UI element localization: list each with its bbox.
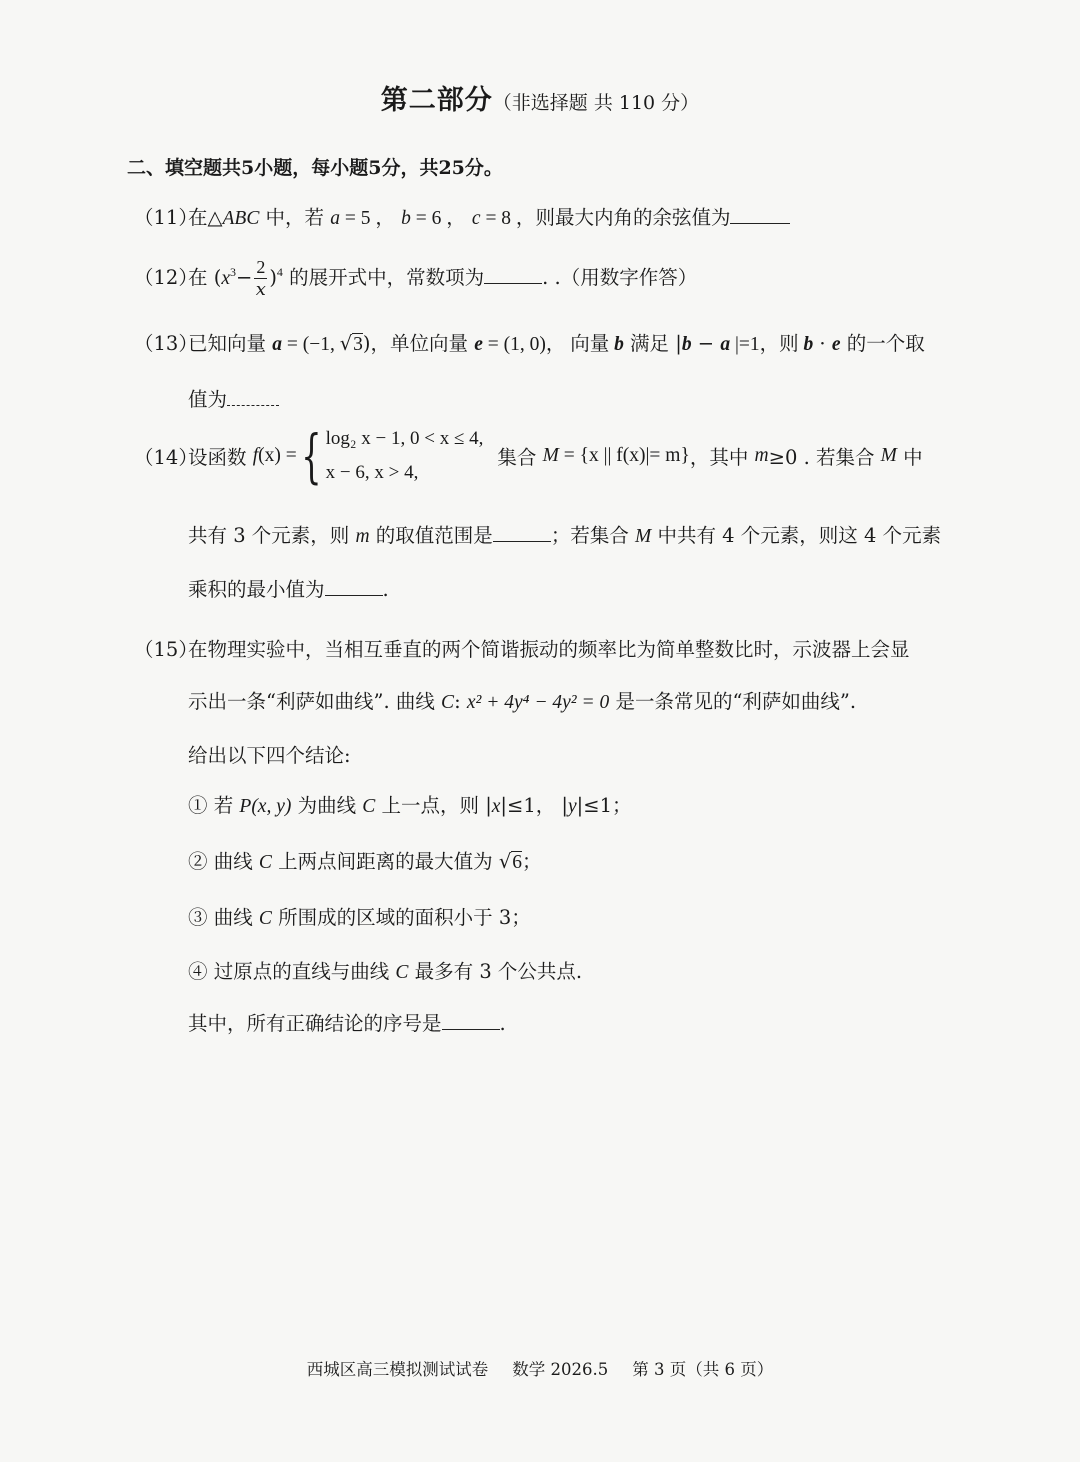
c4-text-b: 最多有 3 个公共点. [408, 960, 583, 983]
sqrt-icon: √ [498, 850, 512, 873]
conclusion-3 [188, 902, 531, 930]
c1-C: C [362, 796, 376, 817]
q14-line3-b: . [382, 578, 389, 601]
q14-m: m [754, 445, 769, 466]
sqrt-icon: √ [339, 332, 353, 355]
conclusion-2 [188, 846, 542, 874]
question-15-line-2 [188, 686, 856, 714]
q11-var-a: a [330, 208, 340, 229]
q13-text-1: 已知向量 [188, 332, 273, 355]
q12-paren: ) [269, 266, 277, 289]
question-13 [134, 328, 925, 356]
c1-text-c: 上一点，则 | [375, 794, 492, 817]
q13-vec-a: a [272, 334, 282, 355]
frac-denominator: x [255, 279, 266, 300]
q12-var-x: x [221, 268, 230, 289]
q13-dot: · [813, 332, 832, 355]
q15-colon: : [454, 690, 467, 713]
q12-fraction [254, 256, 267, 301]
q15-equation: x² + 4y⁴ − 4y² = 0 [466, 692, 610, 713]
section-heading: 二、填空题共5小题，每小题5分，共25分。 [127, 157, 503, 179]
question-15-final [188, 1008, 506, 1036]
c2-C: C [258, 852, 272, 873]
q14-line2-a: 共有 3 个元素，则 [188, 524, 356, 547]
part-title-sub: （非选择题 共 110 分） [492, 92, 700, 114]
q14-set: = {x || f(x)|= m} [558, 445, 690, 466]
c1-y: y [568, 796, 577, 817]
c3-text-a: ③ 曲线 [188, 906, 259, 929]
q14-case-1: log₂ x − 1, 0 < x ≤ 4, [325, 428, 484, 449]
q11-text-3: 则最大内角的余弦值为 [535, 206, 731, 229]
c1-x: x [491, 796, 501, 817]
q13-sqrt-arg: 3 [353, 334, 363, 355]
answer-blank[interactable] [730, 207, 790, 224]
q11-triangle-name: ABC [222, 208, 260, 229]
answer-blank[interactable] [442, 1013, 500, 1030]
c1-text-e: |≤1； [576, 794, 632, 817]
question-12 [134, 256, 697, 301]
q14-text-5: 中 [896, 446, 923, 469]
question-14-line-2 [188, 520, 941, 548]
c2-text-a: ② 曲线 [188, 850, 259, 873]
q14-line2-b: 的取值范围是 [369, 524, 493, 547]
q13-vec-a2: a [720, 334, 731, 355]
c4-text-a: ④ 过原点的直线与曲线 [188, 960, 396, 983]
question-14 [134, 422, 923, 490]
question-number: （15） [134, 638, 198, 661]
q13-vec-b3: b [803, 334, 814, 355]
c2-sqrt-arg: 6 [512, 852, 523, 873]
q13-minus: − [691, 332, 721, 355]
question-number: （11） [134, 206, 198, 229]
q11-text-2: 中，若 [259, 206, 331, 229]
footer-page-number: 第 3 页（共 6 页） [632, 1360, 774, 1379]
q14-text-2: 集合 [497, 446, 543, 469]
question-15 [134, 634, 910, 662]
question-number: （13） [134, 332, 198, 355]
q15-final-period: . [499, 1012, 506, 1035]
part-title-main: 第二部分 [380, 85, 493, 116]
q13-text-4: |=1，则 [730, 334, 804, 355]
q14-case-2: x − 6, x > 4, [325, 462, 419, 483]
frac-numerator: 2 [256, 257, 266, 277]
q11-var-c: c [471, 208, 481, 229]
conclusion-4 [188, 956, 582, 984]
c2-text-c: ； [522, 850, 542, 873]
q11-eq-c: = 8 ， [480, 208, 536, 229]
q13-line2-text: 值为 [188, 388, 228, 411]
q11-var-b: b [401, 208, 411, 229]
part-title [0, 78, 1080, 117]
answer-blank[interactable] [227, 389, 279, 406]
q11-eq-b: = 6 ， [410, 208, 466, 229]
q12-exp-3: 3 [229, 265, 236, 279]
answer-blank[interactable] [325, 579, 383, 596]
answer-blank[interactable] [493, 525, 551, 542]
left-brace-icon: { [301, 422, 322, 490]
question-13-line-2 [188, 384, 279, 412]
q14-line2-M: M [635, 526, 652, 547]
q11-text-1: 在△ [188, 206, 223, 229]
c3-C: C [258, 908, 272, 929]
q15-C: C [441, 692, 455, 713]
q11-eq-a: = 5 ， [340, 208, 395, 229]
q14-M: M [542, 445, 559, 466]
q14-line2-m: m [355, 526, 370, 547]
c1-text-a: ① 若 [188, 794, 240, 817]
q14-text-4: ≥0 . 若集合 [768, 446, 881, 469]
q15-line-1: 在物理实验中，当相互垂直的两个简谐振动的频率比为简单整数比时，示波器上会显 [188, 638, 910, 661]
c3-text-b: 所围成的区域的面积小于 3； [271, 906, 531, 929]
c1-text-d: |≤1， | [500, 794, 569, 817]
c1-text-b: 为曲线 [291, 794, 363, 817]
q12-text-1: 在 ( [188, 266, 222, 289]
q15-line2-a: 示出一条“利萨如曲线”. 曲线 [188, 690, 442, 713]
answer-blank[interactable] [484, 267, 542, 284]
q12-minus: − [235, 266, 253, 289]
q13-eq-2: = (1, 0)， 向量 [482, 334, 615, 355]
q14-line3-a: 乘积的最小值为 [188, 578, 325, 601]
question-15-line-3: 给出以下四个结论: [188, 744, 351, 767]
q13-text-2: )，单位向量 [362, 332, 475, 355]
q13-text-5: 的一个取 [840, 332, 925, 355]
footer-subject: 数学 2026.5 [512, 1360, 609, 1379]
c1-point: P(x, y) [239, 796, 292, 817]
question-14-line-3 [188, 574, 389, 602]
question-number: （12） [134, 266, 198, 289]
q14-M2: M [880, 445, 897, 466]
footer-school: 西城区高三模拟测试试卷 [306, 1360, 489, 1379]
q12-exp-4: 4 [276, 265, 283, 279]
q14-piecewise [326, 422, 484, 490]
q13-vec-e2: e [831, 334, 841, 355]
q14-text-3: ，其中 [689, 446, 755, 469]
q13-vec-b2: b [681, 334, 692, 355]
page-footer [0, 1356, 1080, 1380]
c4-C: C [395, 962, 409, 983]
q14-line2-c: ；若集合 [550, 524, 636, 547]
q13-vec-b: b [614, 334, 624, 355]
q15-line2-b: 是一条常见的“利萨如曲线”. [609, 690, 857, 713]
q15-final-text: 其中，所有正确结论的序号是 [188, 1012, 442, 1035]
q12-text-2: 的展开式中，常数项为 [282, 266, 485, 289]
question-11 [134, 202, 790, 230]
question-number: （14） [134, 446, 198, 469]
q13-eq-1: = (−1, [281, 334, 340, 355]
q13-vec-e: e [474, 334, 483, 355]
q14-f: f [252, 445, 259, 466]
conclusion-1 [188, 790, 632, 818]
c2-text-b: 上两点间距离的最大值为 [271, 850, 499, 873]
q13-text-3: 满足 | [623, 332, 682, 355]
q14-fx: (x) = [258, 445, 297, 466]
q12-text-3: . .（用数字作答） [542, 266, 698, 289]
q14-text-1: 设函数 [188, 446, 253, 469]
q14-line2-d: 中共有 4 个元素，则这 4 个元素 [651, 524, 942, 547]
